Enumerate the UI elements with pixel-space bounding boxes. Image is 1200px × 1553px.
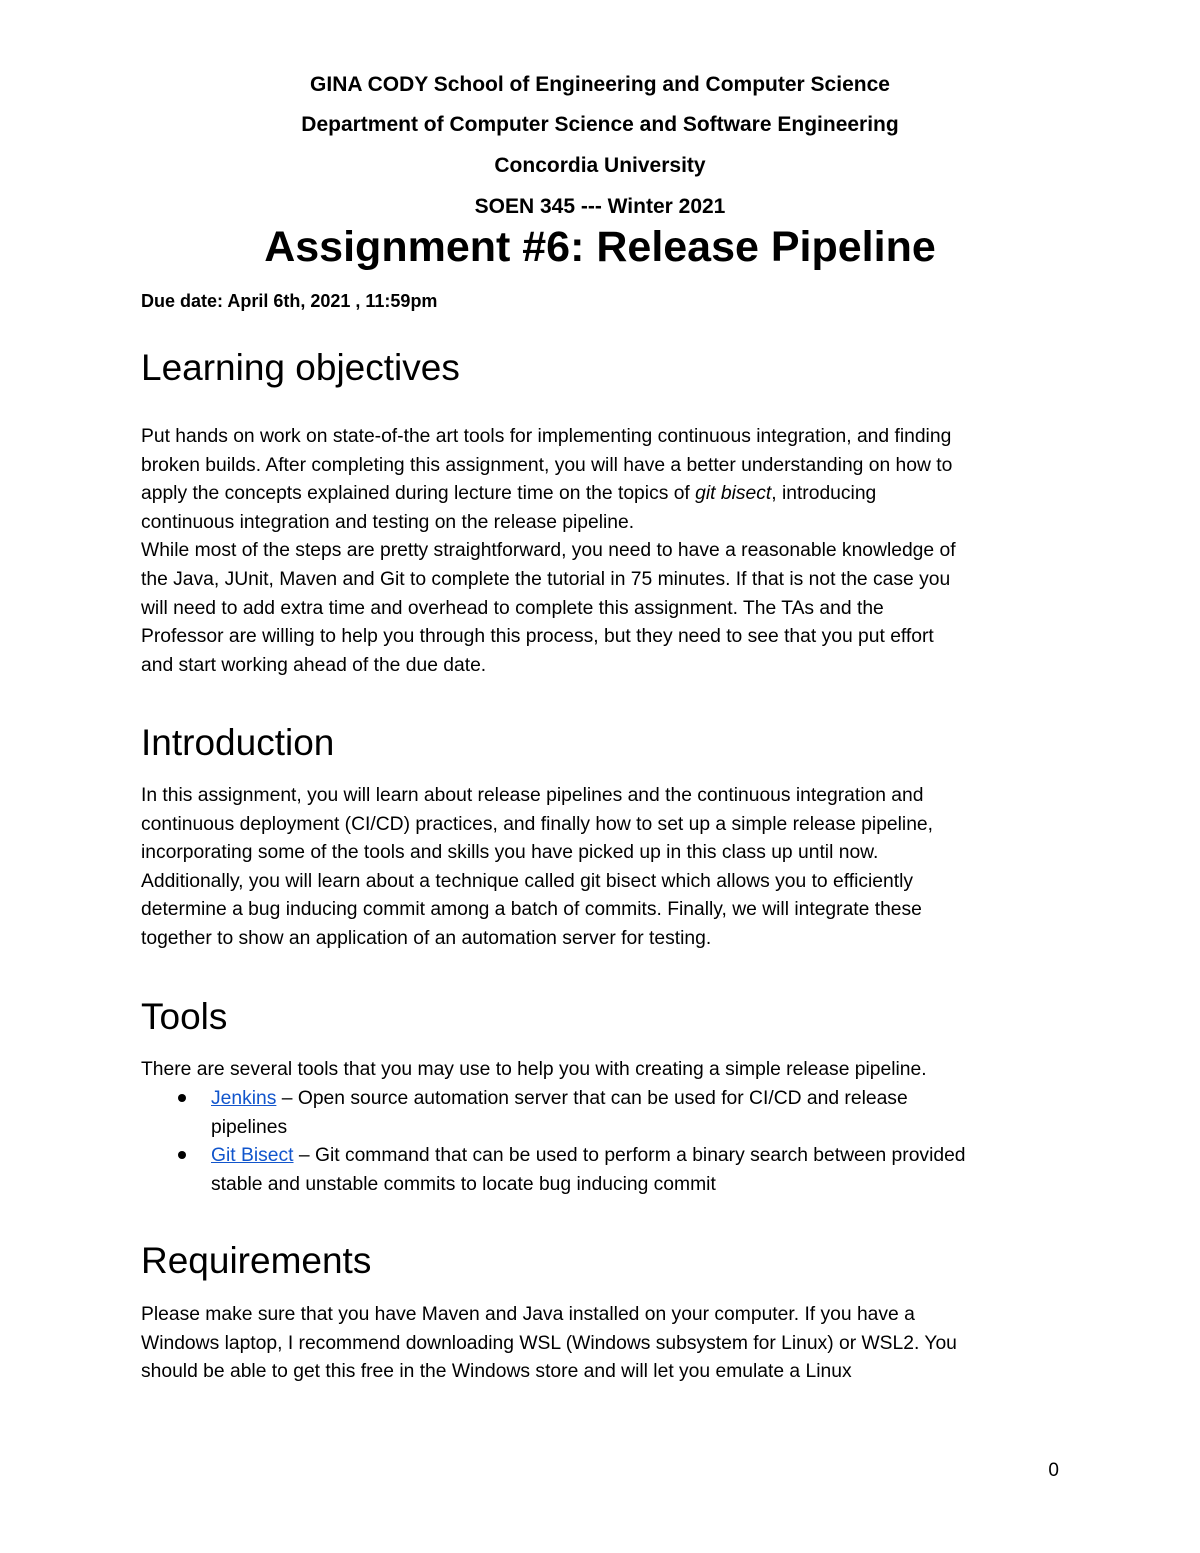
bullet-icon <box>178 1094 186 1102</box>
text-line: incorporating some of the tools and skills you have picked up in this class up until now. <box>141 842 879 864</box>
requirements-paragraph <box>141 1301 1066 1387</box>
text-line: continuous deployment (CI/CD) practices, and finally how to set up a simple release pipeline, <box>141 813 934 835</box>
text-line: will need to add extra time and overhead to complete this assignment. The TAs and the <box>141 597 884 619</box>
text-segment: apply the concepts explained during lecture time on the topics of <box>141 483 696 505</box>
text-line: Please make sure that you have Maven and Java installed on your computer. If you have a <box>141 1304 915 1325</box>
text-line: together to show an application of an automation server for testing. <box>141 927 712 949</box>
department-name: Department of Computer Science and Software Engineering <box>301 113 899 136</box>
text-line <box>141 480 1066 509</box>
text-line: Additionally, you will learn about a technique called git bisect which allows you to efficiently <box>141 870 914 892</box>
git-bisect-emphasis: git bisect <box>695 483 772 505</box>
text-segment: – Open source automation server that can be used for CI/CD and release <box>276 1088 908 1109</box>
text-line <box>211 1142 1071 1171</box>
introduction-paragraph <box>141 782 1066 954</box>
jenkins-link[interactable]: Jenkins <box>211 1088 277 1109</box>
course-term: SOEN 345 --- Winter 2021 <box>474 195 726 218</box>
bullet-icon <box>178 1151 186 1159</box>
due-date: Due date: April 6th, 2021 , 11:59pm <box>141 291 438 311</box>
text-line: Windows laptop, I recommend downloading WSL (Windows subsystem for Linux) or WSL2. You <box>141 1332 957 1354</box>
text-line: stable and unstable commits to locate bug inducing commit <box>211 1173 716 1195</box>
learning-objectives-paragraph <box>141 423 1066 680</box>
git-bisect-link[interactable]: Git Bisect <box>211 1145 294 1167</box>
text-line: continuous integration and testing on the release pipeline. <box>141 511 635 533</box>
text-line: In this assignment, you will learn about release pipelines and the continuous integration and <box>141 785 924 806</box>
text-line: While most of the steps are pretty straightforward, you need to have a reasonable knowledge of <box>141 540 956 562</box>
requirements-heading: Requirements <box>141 1240 372 1281</box>
text-segment: , introducing <box>771 483 877 505</box>
text-line: and start working ahead of the due date. <box>141 654 487 676</box>
document-title: Assignment #6: Release Pipeline <box>264 223 936 271</box>
text-line: determine a bug inducing commit among a batch of commits. Finally, we will integrate these <box>141 899 922 921</box>
list-item-jenkins <box>141 1085 1071 1142</box>
school-name: GINA CODY School of Engineering and Computer Science <box>310 73 890 96</box>
text-line: pipelines <box>211 1116 288 1138</box>
text-line: broken builds. After completing this assignment, you will have a better understanding on how to <box>141 454 953 476</box>
tools-heading: Tools <box>141 996 228 1037</box>
text-line: There are several tools that you may use to help you with creating a simple release pipeline. <box>141 1059 927 1080</box>
introduction-heading: Introduction <box>141 722 335 763</box>
text-line <box>211 1085 1071 1114</box>
text-line: Professor are willing to help you through this process, but they need to see that you put effort <box>141 626 934 648</box>
text-line: should be able to get this free in the Windows store and will let you emulate a Linux <box>141 1361 852 1383</box>
page-number: 0 <box>1048 1460 1059 1481</box>
list-item-git-bisect <box>141 1142 1071 1199</box>
text-line: the Java, JUnit, Maven and Git to complete the tutorial in 75 minutes. If that is not the case you <box>141 568 951 590</box>
text-segment: – Git command that can be used to perform a binary search between provided <box>293 1145 966 1167</box>
learning-objectives-heading: Learning objectives <box>141 347 460 388</box>
university-name: Concordia University <box>494 154 706 177</box>
text-line: Put hands on work on state-of-the art tools for implementing continuous integration, and finding <box>141 426 952 447</box>
tools-list <box>141 1085 1071 1199</box>
tools-intro <box>141 1056 1066 1085</box>
